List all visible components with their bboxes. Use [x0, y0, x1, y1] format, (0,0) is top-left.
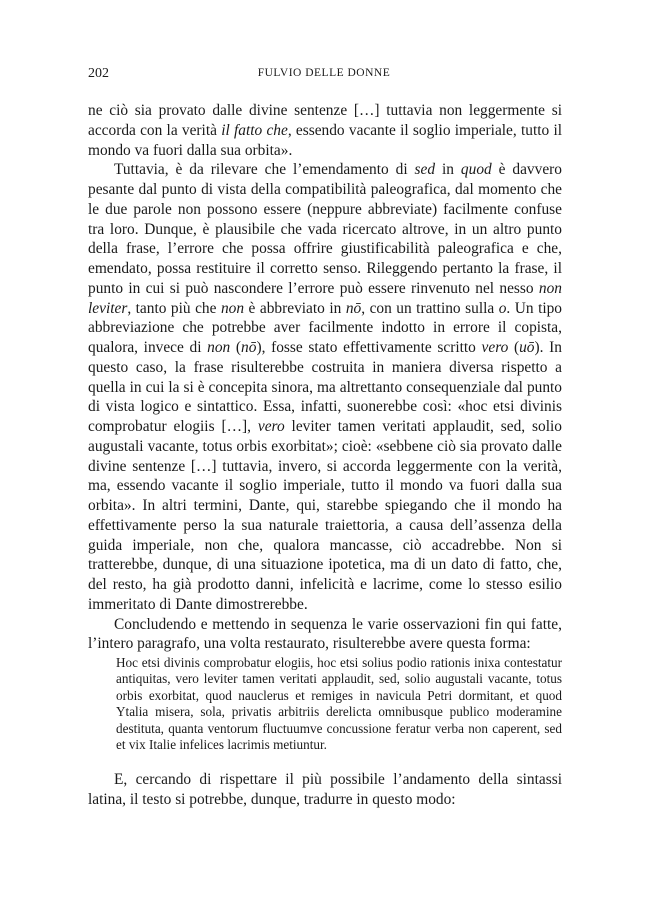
running-title: FULVIO DELLE DONNE — [257, 67, 391, 79]
paragraph-3: Concludendo e mettendo in sequenza le varie osservazioni fin qui fatte, l’intero paragrafo, una volta restaurato, risulterebbe avere questa forma: — [88, 615, 562, 653]
running-head — [88, 66, 560, 84]
paragraph-1: ne ciò sia provato dalle divine sentenze […] tuttavia non leggermente si accorda con la verità il fatto che, essendo vacante il soglio imperiale, tutto il mondo va fuori dalla sua orbita». — [88, 102, 562, 159]
paragraph-2: Tuttavia, è da rilevare che l’emendamento di sed in quod è davvero pesante dal punto di vista della compatibilità paleografica, dal momento che le due parole non possono essere (neppure abbreviate) facilmente confuse tra loro. Dunque, è plausibile che vada ricercato altrove, in un altro punto della frase, l’errore che possa offrire giustificabilità paleografica e che, emendato, possa restituire il corretto senso. Rileggendo pertanto la frase, il punto in cui si può nascondere l’errore può essere rinvenuto nel nesso non leviter, tanto più che non è abbreviato in nō, con un trattino sulla o. Un tipo abbreviazione che potrebbe aver facilmente indotto in errore il copista, qualora, invece di non (nō), fosse stato effettivamente scritto vero (uō). In questo caso, la frase risulterebbe costruita in maniera diversa rispetto a quella in cui la si è concepita sinora, ma altrettanto consequenziale dal punto di vista logico e sintattico. Essa, infatti, suonerebbe così: «hoc etsi divinis comprobatur elogiis […], vero leviter tamen veritati applaudit, sed, solio augustali vacante, totus orbis exorbitat»; cioè: «sebbene ciò sia provato dalle divine sentenze […] tuttavia, invero, si accorda leggermente con la verità, ma, essendo vacante il soglio imperiale, tutto il mondo va fuori dalla sua orbita». In altri termini, Dante, qui, starebbe spiegando che il mondo ha effettivamente perso la sua naturale traiettoria, a causa dell’assenza della guida imperiale, non che, qualora mancasse, ciò accadrebbe. Non si tratterebbe, dunque, di una situazione ipotetica, ma di un dato di fatto, che, del resto, ha già prodotto danni, infelicità e lacrime, come lo stesso esilio immeritato di Dante dimostrerebbe. — [88, 161, 563, 613]
latin-quotation: Hoc etsi divinis comprobatur elogiis, hoc etsi solius podio rationis inixa contestatur antiquitas, vero leviter tamen veritati applaudit, sed, solio augustali vacante, totus orbis exorbitat, quod nauclerus et remiges in navicula Petri dormitant, et quod Ytalia misera, sola, privatis arbitriis derelicta omnibusque publico moderamine destituta, quanta ventorum fluctuumve concussione feratur verba non caperent, sed et vix Italie infelices lacrimis metiuntur. — [116, 655, 562, 753]
paragraph-4: E, cercando di rispettare il più possibile l’andamento della sintassi latina, il testo si potrebbe, dunque, tradurre in questo modo: — [88, 771, 562, 808]
main-text — [88, 101, 562, 654]
page-number: 202 — [88, 66, 109, 81]
